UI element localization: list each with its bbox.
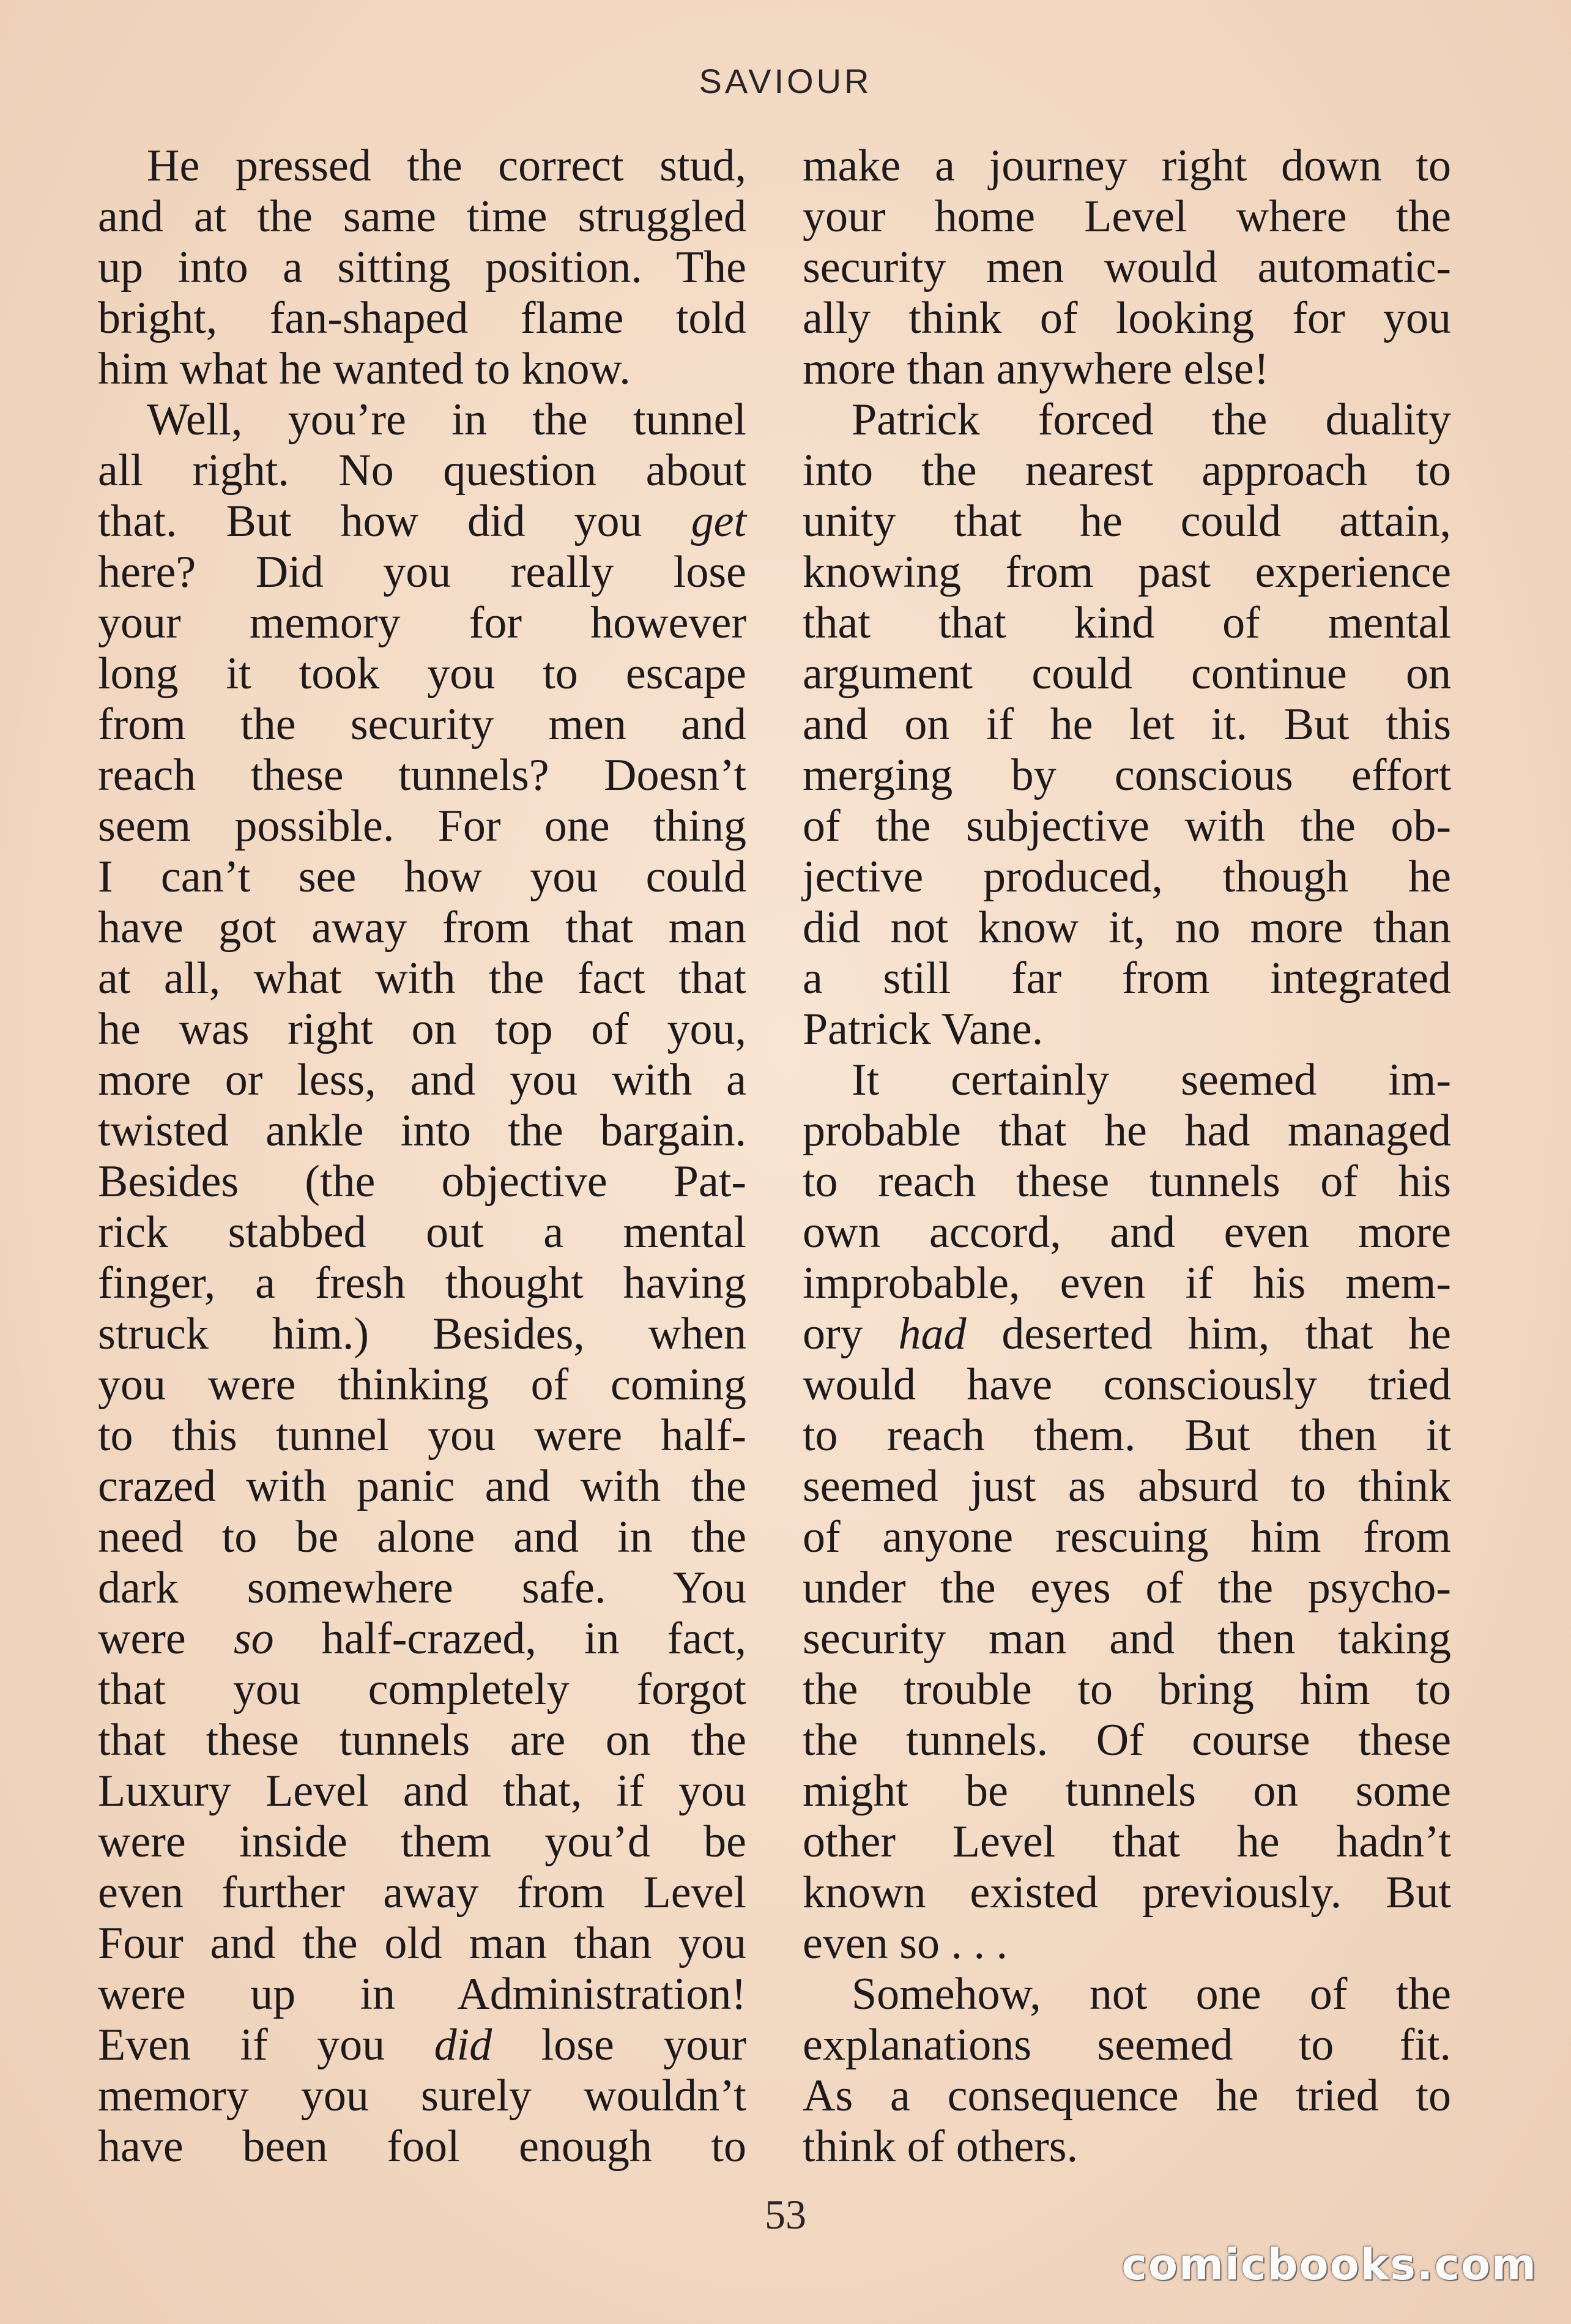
text-line: need to be alone and in the	[98, 1512, 746, 1562]
text-segment: ory	[803, 1309, 899, 1359]
text-line: would have consciously tried	[803, 1360, 1451, 1410]
text-line: were up in Administration!	[98, 1969, 746, 2019]
text-line: here? Did you really lose	[98, 547, 746, 597]
text-line: dark somewhere safe. You	[98, 1563, 746, 1613]
text-line: security man and then taking	[803, 1614, 1451, 1664]
text-line: the tunnels. Of course these	[803, 1715, 1451, 1765]
text-line: argument could continue on	[803, 649, 1451, 699]
page-number: 53	[765, 2191, 806, 2238]
text-line: explanations seemed to fit.	[803, 2020, 1451, 2070]
text-line: Luxury Level and that, if you	[98, 1766, 746, 1816]
text-line: have got away from that man	[98, 903, 746, 953]
text-line: from the security men and	[98, 699, 746, 750]
text-line: even so . . .	[803, 1918, 1008, 1968]
left-column	[98, 141, 746, 2172]
emphasis-text: get	[691, 496, 746, 546]
text-line: It certainly seemed im-	[852, 1055, 1451, 1105]
text-line: even further away from Level	[98, 1868, 746, 1918]
text-segment: Even if you	[98, 2020, 434, 2070]
text-line: He pressed the correct stud,	[147, 141, 746, 191]
text-line: all right. No question about	[98, 445, 746, 496]
text-line: of the subjective with the ob-	[803, 801, 1451, 851]
text-line: seem possible. For one thing	[98, 801, 746, 851]
text-line: under the eyes of the psycho-	[803, 1563, 1451, 1613]
text-line: jective produced, though he	[803, 852, 1451, 902]
text-line: ally think of looking for you	[803, 293, 1451, 343]
text-line: knowing from past experience	[803, 547, 1451, 597]
text-segment: were	[98, 1614, 234, 1664]
text-line: that that kind of mental	[803, 598, 1451, 648]
text-line: Besides (the objective Pat-	[98, 1156, 746, 1207]
text-line: think of others.	[803, 2121, 1079, 2172]
text-line: up into a sitting position. The	[98, 242, 746, 292]
text-line: reach these tunnels? Doesn’t	[98, 750, 746, 800]
text-line: to reach them. But then it	[803, 1410, 1451, 1461]
text-line: a still far from integrated	[803, 953, 1451, 1004]
text-line: Somehow, not one of the	[852, 1969, 1451, 2019]
text-line	[803, 1309, 1451, 1360]
text-line: improbable, even if his mem-	[803, 1258, 1451, 1308]
text-line: that you completely forgot	[98, 1664, 746, 1715]
text-line: have been fool enough to	[98, 2121, 746, 2172]
text-line: struck him.) Besides, when	[98, 1309, 746, 1359]
text-line	[98, 496, 746, 547]
text-line: rick stabbed out a mental	[98, 1207, 746, 1257]
text-line: into the nearest approach to	[803, 445, 1451, 496]
watermark-logo: comicbooks.com	[1121, 2240, 1537, 2290]
text-line: seemed just as absurd to think	[803, 1461, 1451, 1511]
text-line: did not know it, no more than	[803, 903, 1451, 953]
emphasis-text: did	[434, 2020, 492, 2070]
text-line: Patrick Vane.	[803, 1004, 1044, 1054]
text-line	[98, 2020, 746, 2071]
text-line: your home Level where the	[803, 192, 1451, 242]
text-line: bright, fan-shaped flame told	[98, 293, 746, 343]
text-line: Four and the old man than you	[98, 1918, 746, 1968]
text-line: own accord, and even more	[803, 1207, 1451, 1257]
text-line: finger, a fresh thought having	[98, 1258, 746, 1308]
emphasis-text: so	[233, 1614, 274, 1664]
text-line: twisted ankle into the bargain.	[98, 1106, 746, 1156]
text-line: Well, you’re in the tunnel	[147, 395, 746, 445]
text-line: Patrick forced the duality	[852, 395, 1451, 445]
text-line: unity that he could attain,	[803, 496, 1451, 546]
text-line: make a journey right down to	[803, 141, 1451, 191]
text-line: security men would automatic-	[803, 242, 1451, 292]
text-line: him what he wanted to know.	[98, 344, 631, 394]
text-line: more than anywhere else!	[803, 344, 1269, 394]
running-head: SAVIOUR	[699, 62, 872, 100]
text-line: were inside them you’d be	[98, 1817, 746, 1867]
text-line: long it took you to escape	[98, 649, 746, 699]
text-line: might be tunnels on some	[803, 1766, 1451, 1816]
text-line: he was right on top of you,	[98, 1004, 746, 1054]
text-line: other Level that he hadn’t	[803, 1817, 1451, 1867]
right-column	[803, 141, 1451, 2172]
text-line: probable that he had managed	[803, 1106, 1451, 1156]
text-line: crazed with panic and with the	[98, 1461, 746, 1511]
text-line: at all, what with the fact that	[98, 953, 746, 1004]
emphasis-text: had	[898, 1309, 967, 1359]
text-line: known existed previously. But	[803, 1868, 1451, 1918]
text-line: that these tunnels are on the	[98, 1715, 746, 1765]
text-line: to reach these tunnels of his	[803, 1156, 1451, 1207]
text-line: of anyone rescuing him from	[803, 1512, 1451, 1562]
text-line: merging by conscious effort	[803, 750, 1451, 800]
text-segment: half-crazed, in fact,	[273, 1614, 746, 1664]
text-segment: that. But how did you	[98, 496, 691, 546]
text-line: to this tunnel you were half-	[98, 1410, 746, 1461]
text-line: you were thinking of coming	[98, 1360, 746, 1410]
text-line: memory you surely wouldn’t	[98, 2071, 746, 2121]
text-line: your memory for however	[98, 598, 746, 648]
text-line: and at the same time struggled	[98, 192, 746, 242]
text-segment: deserted him, that he	[966, 1309, 1451, 1359]
text-line: As a consequence he tried to	[803, 2071, 1451, 2121]
text-line: the trouble to bring him to	[803, 1664, 1451, 1715]
text-line: I can’t see how you could	[98, 852, 746, 902]
text-line: and on if he let it. But this	[803, 699, 1451, 750]
text-line: more or less, and you with a	[98, 1055, 746, 1105]
text-line	[98, 1614, 746, 1664]
text-segment: lose your	[492, 2020, 746, 2070]
